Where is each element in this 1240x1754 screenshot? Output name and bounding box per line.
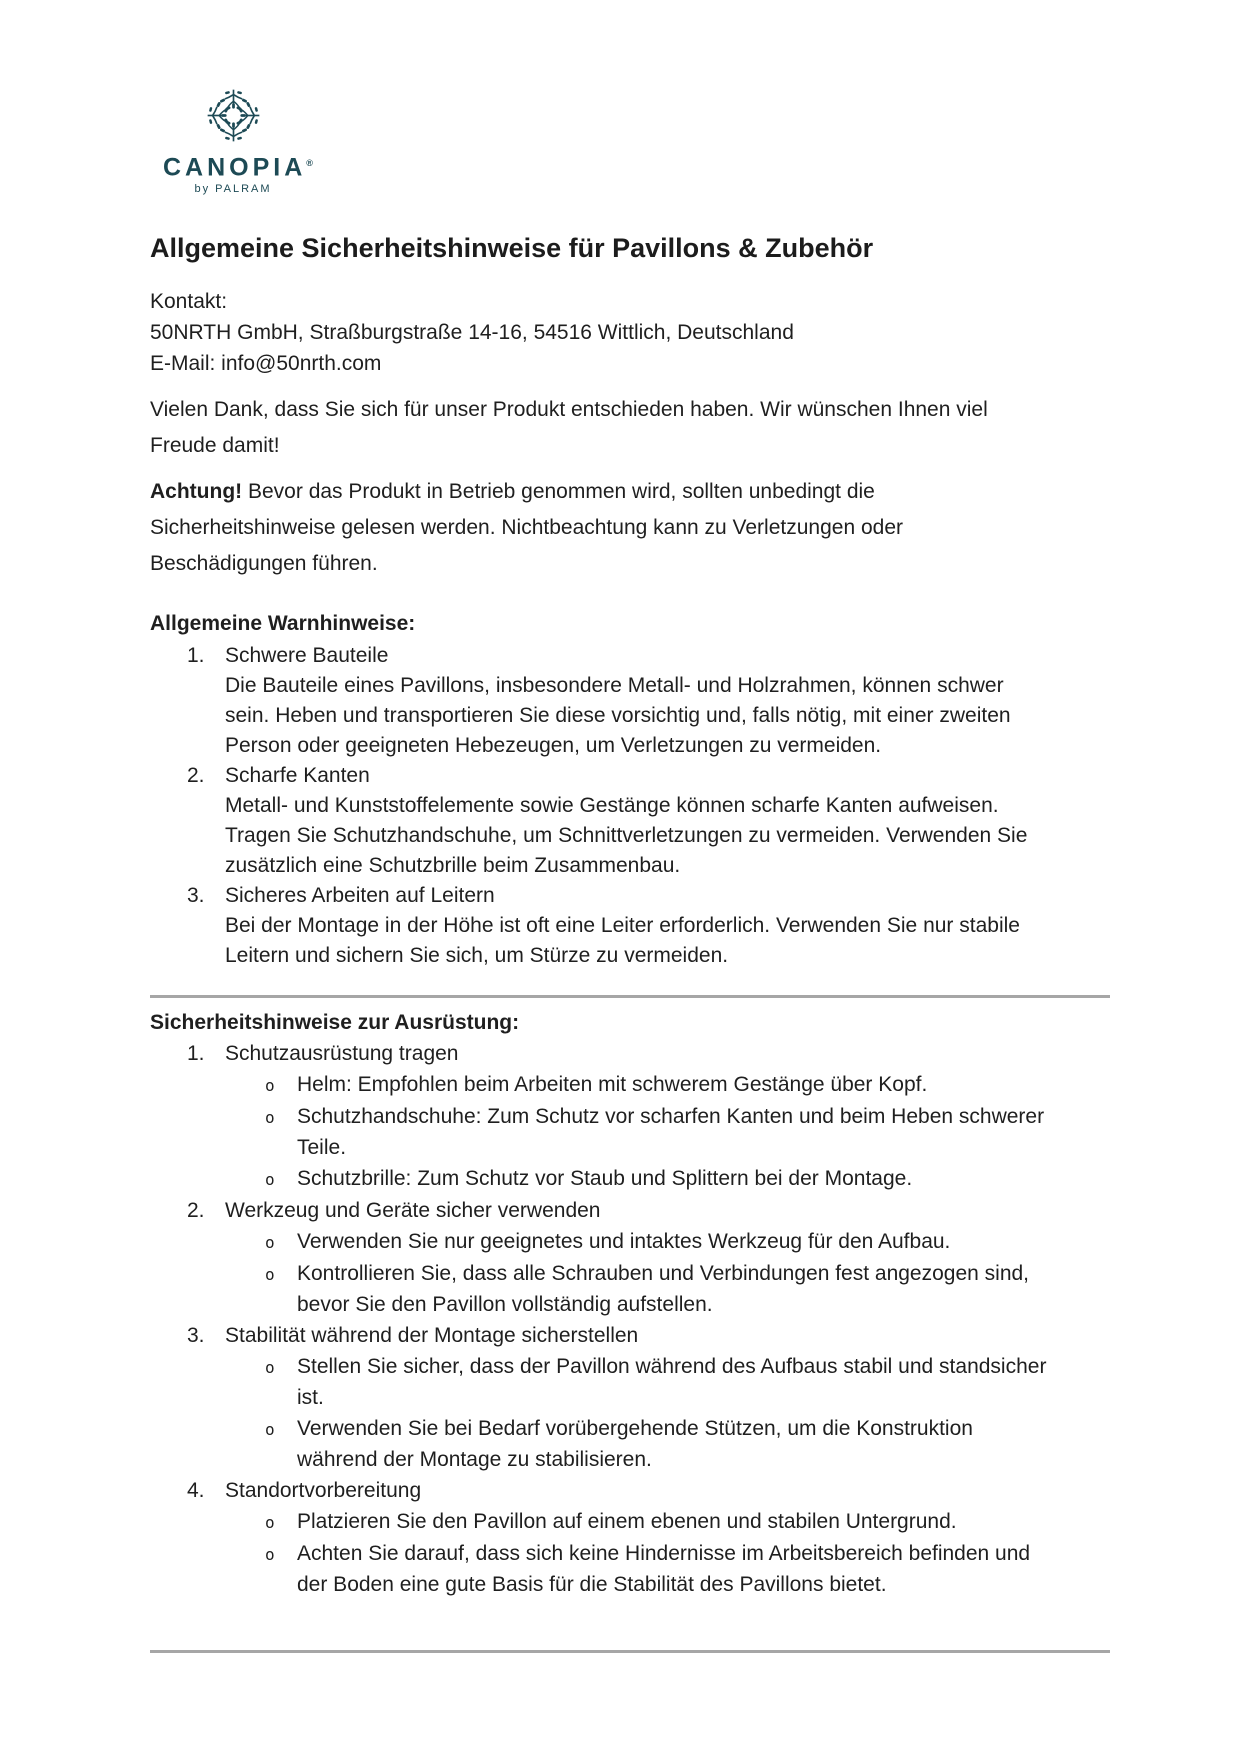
list-item-title: Schutzausrüstung tragen [225, 1042, 459, 1066]
list-item [150, 1195, 1110, 1226]
sub-list-item [150, 1069, 1110, 1101]
bullet-marker: o [265, 1420, 275, 1440]
sub-item-text: Schutzbrille: Zum Schutz vor Staub und Splittern bei der Montage. [297, 1167, 913, 1191]
warnings-heading: Allgemeine Warnhinweise: [150, 612, 416, 636]
contact-email: E-Mail: info@50nrth.com [150, 352, 382, 376]
list-item-text: Bei der Montage in der Höhe ist oft eine Leiter erforderlich. Verwenden Sie nur stabile Leitern und sichern Sie sich, um Stürze zu vermeiden. [225, 914, 1020, 968]
registered-mark: ® [306, 158, 313, 168]
list-item-title: Sicheres Arbeiten auf Leitern [225, 884, 495, 908]
sub-list-item [150, 1351, 1110, 1413]
brand-byline: by PALRAM [194, 183, 272, 196]
attention-paragraph: Achtung! Bevor das Produkt in Betrieb genommen wird, sollten unbedingt die Sicherheitshinweise gelesen werden. Nichtbeachtung kann zu Verletzungen oder Beschädigungen führen. [150, 474, 1110, 582]
list-item-text: Metall- und Kunststoffelemente sowie Gestänge können scharfe Kanten aufweisen. Tragen Sie Schutzhandschuhe, um Schnittverletzungen zu vermeiden. Verwenden Sie zusätzlich eine Schutzbrille beim Zusammenbau. [225, 794, 1028, 878]
equipment-heading: Sicherheitshinweise zur Ausrüstung: [150, 1011, 520, 1035]
sub-item-text: Platzieren Sie den Pavillon auf einem ebenen und stabilen Untergrund. [297, 1510, 957, 1534]
list-item [150, 1038, 1110, 1069]
bullet-marker: o [265, 1170, 275, 1190]
contact-label: Kontakt: [150, 290, 228, 314]
canopia-tree-icon [205, 88, 262, 143]
intro-paragraph: Vielen Dank, dass Sie sich für unser Produkt entschieden haben. Wir wünschen Ihnen viel Freude damit! [150, 398, 988, 458]
list-item-text: Die Bauteile eines Pavillons, insbesondere Metall- und Holzrahmen, können schwer sein. Heben und transportieren Sie diese vorsichtig und, falls nötig, mit einer zweiten Person oder geeigneten Hebezeugen, um Verletzungen zu vermeiden. [225, 674, 1011, 758]
list-item-title: Standortvorbereitung [225, 1479, 422, 1503]
sub-item-text: Stellen Sie sicher, dass der Pavillon während des Aufbaus stabil und standsicher ist. [297, 1355, 1047, 1410]
attention-label: Achtung! [150, 480, 243, 504]
list-item [150, 881, 1110, 971]
list-item-title: Schwere Bauteile [225, 644, 389, 668]
section-divider [150, 995, 1110, 998]
bullet-marker: o [265, 1513, 275, 1533]
brand-wordmark: CANOPIA® [163, 153, 313, 182]
equipment-list [150, 1038, 1110, 1600]
list-number: 3. [187, 1324, 205, 1348]
sub-item-text: Achten Sie darauf, dass sich keine Hindernisse im Arbeitsbereich befinden und der Boden eine gute Basis für die Stabilität des Pavillons bietet. [297, 1542, 1031, 1597]
sub-list-item [150, 1506, 1110, 1538]
bullet-marker: o [265, 1108, 275, 1128]
list-item-title: Scharfe Kanten [225, 764, 370, 788]
list-number: 4. [187, 1479, 205, 1503]
list-number: 1. [187, 1042, 205, 1066]
list-item-title: Werkzeug und Geräte sicher verwenden [225, 1199, 601, 1223]
list-item [150, 641, 1110, 761]
sub-list-item [150, 1258, 1110, 1320]
sub-item-text: Verwenden Sie nur geeignetes und intaktes Werkzeug für den Aufbau. [297, 1230, 951, 1254]
bullet-marker: o [265, 1358, 275, 1378]
list-number: 2. [187, 1199, 205, 1223]
list-number: 1. [187, 644, 205, 668]
sub-list-item [150, 1163, 1110, 1195]
sub-item-text: Helm: Empfohlen beim Arbeiten mit schwerem Gestänge über Kopf. [297, 1073, 928, 1097]
sub-list-item [150, 1101, 1110, 1163]
canopia-logo [163, 88, 313, 196]
bullet-marker: o [265, 1545, 275, 1565]
sub-item-text: Kontrollieren Sie, dass alle Schrauben und Verbindungen fest angezogen sind, bevor Sie den Pavillon vollständig aufstellen. [297, 1262, 1030, 1317]
contact-address: 50NRTH GmbH, Straßburgstraße 14-16, 54516 Wittlich, Deutschland [150, 321, 794, 345]
bullet-marker: o [265, 1265, 275, 1285]
sub-item-text: Schutzhandschuhe: Zum Schutz vor scharfen Kanten und beim Heben schwerer Teile. [297, 1105, 1045, 1160]
bullet-marker: o [265, 1076, 275, 1096]
sub-item-text: Verwenden Sie bei Bedarf vorübergehende Stützen, um die Konstruktion während der Montage zu stabilisieren. [297, 1417, 973, 1472]
bullet-marker: o [265, 1233, 275, 1253]
attention-line: Achtung! Bevor das Produkt in Betrieb genommen wird, sollten unbedingt die [150, 480, 875, 504]
warnings-list [150, 641, 1110, 971]
list-number: 2. [187, 764, 205, 788]
sub-list-item [150, 1413, 1110, 1475]
page-title: Allgemeine Sicherheitshinweise für Pavillons & Zubehör [150, 233, 874, 264]
contact-block [150, 286, 1110, 379]
list-item [150, 761, 1110, 881]
list-item [150, 1475, 1110, 1506]
sub-list-item [150, 1538, 1110, 1600]
list-item-title: Stabilität während der Montage sicherstellen [225, 1324, 639, 1348]
list-item [150, 1320, 1110, 1351]
bottom-divider [150, 1650, 1110, 1653]
sub-list-item [150, 1226, 1110, 1258]
list-number: 3. [187, 884, 205, 908]
